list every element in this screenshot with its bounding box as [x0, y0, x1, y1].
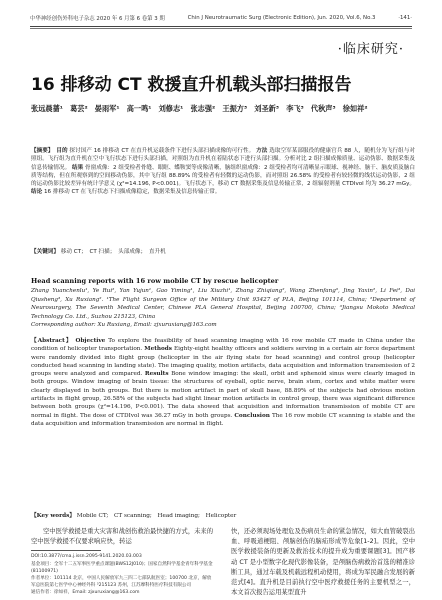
abstract-cn-objective: 探讨国产 16 排移动 CT 在直升机运载条件下进行头部扫描成像的可行性。 — [69, 148, 255, 154]
keywords-en-text: Mobile CT; CT scanning; Head imaging; Helicopter — [76, 513, 237, 519]
body-column-left — [31, 527, 213, 597]
abstract-en-methods-label: Methods — [144, 346, 172, 353]
intro-paragraph-right: 快，还必须现场处理危及伤病员生命的紧急情况，如大血管破裂出血、呼吸道梗阻、颅脑创伤的脑疝形成等危象[1-2]。因此，空中医学救援装备的更新及救治技术的提升成为重要课题[3]。国产移动 CT 是小型数字化现代影像装备，是颅脑伤病救治首选的精准诊断工具，通过车载及机载远程机动使用，将成为军民融合发展的新范式[4]。直升机是目前执行空中医疗救援任务的主要机型之一，本文首次报告运用某型直升 — [231, 528, 415, 597]
abstract-en-objective: To explore the feasibility of head scanning imaging with 16 row mobile CT made in China under the condition of helicopter transportation. — [31, 338, 415, 353]
abstract-cn-method-label: 方法 — [256, 148, 268, 154]
abstract-en-objective-label: Objective — [75, 338, 106, 344]
header-journal-en: Chin J Neurotraumatic Surg (Electronic Edition), Jun. 2020, Vol.6, No.3 — [187, 15, 376, 21]
article-title-cn: 16 排移动 CT 救援直升机载头部扫描报告 — [31, 75, 352, 95]
correspondence-en: Corresponding author: Xu Ruxiang, Email: zjxuruxiang@163.com — [31, 322, 217, 329]
header-journal-cn: 中华神经创伤外科电子杂志 2020 年 6 月第 6 卷第 3 期 — [30, 16, 165, 22]
header-rule-thin — [30, 28, 412, 29]
footnote-correspondence: 通信作者：徐如祥，Email: zjxuruxiang@163.com — [31, 590, 140, 596]
header-rule — [30, 26, 412, 27]
authors-en-text: Zhang Yuanchenlu¹, Ye Rui², Yan Yujun¹, Gao Yiming¹, Liu Xiuzhi¹, Zhang Zhiqiang², Wang Zhenfang³, Jing Yaxin², Li Fei³, Dai Qiusheng³, Xu Ruxiang². ¹The Flight Surgeon Office of the Military Unit 93427 of PLA, Beijing 101114, China; ²Department of Neurosurgery, The Seventh Medical Center, Chinese PLA General Hospital, Beijing 100700, China; ³Jiangsu Mokoto Medical Technology Co. Ltd., Suzhou 215123, China — [31, 288, 415, 320]
abstract-cn-conclusion-label: 结论 — [31, 189, 43, 196]
abstract-en — [31, 337, 415, 428]
abstract-cn — [31, 147, 415, 197]
keywords-cn-text: 移动 CT； CT 扫描； 头部成像； 直升机 — [60, 249, 166, 255]
article-title-en: Head scanning reports with 16 row mobile CT by rescue helicopter — [31, 277, 279, 285]
abstract-en-conclusion: The 16 row mobile CT scanning is stable and the data acquisition and information transmission are normal in flight. — [31, 412, 416, 427]
abstract-en-results-label: Results — [144, 371, 169, 378]
abstract-cn-objective-label: 【摘要】 目的 — [31, 148, 68, 154]
abstract-en-conclusion-label: Conclusion — [234, 412, 270, 419]
running-header — [30, 11, 412, 25]
abstract-cn-result: 骨窗成像：2 组受检者骨缝、眼眶、蝶鞍窦等成像清晰，脑组织窗成像：2 组受检者均可清晰显示眼球、视神经、脑干、脑皮质及脑白质等结构，但在所观察到的空间移动伪影，其中飞行组 88.89% 的受检者有轻微的运动伪影，而对照组 26.58% 的受检者有较轻微的线状运动伪影，2 组的运动伪影比较差异有统计学意义 (χ²=14.196, P<0.001)。飞行状态下，移动 CT 数据采集及信息传输正常，2 组辐射剂量 CTDIvol 均为 36.27 mGy。 — [31, 164, 415, 188]
abstract-en-label: 【Abstract】 — [31, 338, 73, 344]
keywords-cn — [31, 248, 415, 256]
body-column-right — [231, 527, 415, 598]
section-tag: ·临床研究· — [337, 42, 404, 57]
abstract-cn-conclusion: 16 排移动 CT 在飞行状态下扫描成像稳定，数据采集及信息传输正常。 — [43, 189, 221, 196]
keywords-en — [31, 512, 415, 520]
authors-en — [31, 287, 415, 330]
footnotes — [31, 553, 213, 596]
abstract-cn-method: 选取空军某部服役的健康官兵 88 人，随机分为飞行组与对照组。飞行组为直升机在空中飞行状态下进行头部扫描，对照组为直升机在着陆状态下进行头部扫描。分析对比 2 组扫描成像质量、运动伪影、数据采集及信息传输情况。 — [31, 148, 415, 171]
keywords-en-label: 【Key words】 — [31, 513, 75, 519]
intro-paragraph-left: 空中医学救援是重大灾害和战创伤救治最快捷的方式，未来的空中医学救援不仅要求响应快，转运 — [31, 528, 214, 546]
footnote-rule — [31, 550, 101, 551]
footnote-doi: DOI:10.3877/cma.j.issn.2095-9141.2020.03.003 — [31, 554, 142, 560]
authors-cn: 张远晨蔷¹ 葛芸² 晏雨军¹ 高一鸣¹ 刘修志¹ 张志强² 王振方³ 刘圣新³ 李飞³ 代秋声³ 徐如祥² — [31, 104, 368, 113]
abstract-cn-result-label: 结果 — [72, 164, 84, 171]
footnote-affiliations: 作者单位：101114 北京，中国人民解放军九三四二七部队航医室；100700 北京，解放军总医院第七医学中心神经外科 ³215123 苏州，江苏摩科特医疗科技有限公司 — [31, 576, 212, 589]
abstract-en-methods: Eighty-eight healthy officers and soldiers serving in a certain air force department were randomly divided into flight group (helicopter in the air flying state for head scanning) and control group (helicopter conducted head scanning in landing state). The imaging quality, motion artifacts, data acquisition and information transmission of 2 groups were analyzed and compared. — [31, 346, 415, 378]
header-page-number: ·141· — [398, 15, 412, 21]
abstract-en-results: Bone window imaging: the skull, orbit and sphenoid sinus were clearly imaged in both groups. Window imaging of brain tissue: the structures of eyeball, optic nerve, brain stem, cortex and white matter were clearly displayed in both groups. But there is motion artifact in part of skull base, 88.89% of the subjects had obvious motion artifacts in flight group, 26.58% of the subjects had slight linear motion artifacts in control group, there was significant difference between both groups (χ²=14.196, P<0.001). The data showed that acquisition and information transmission of mobile CT are normal in flight. The dose of CTDIvol was 36.27 mGy in both groups. — [31, 371, 415, 419]
keywords-cn-label: 【关键词】 — [31, 249, 59, 255]
footnote-funding: 基金项目：全军十二五军事医学重点课题(BWS12J010)；国家自然科学基金青年科学基金(81100971) — [31, 561, 213, 574]
